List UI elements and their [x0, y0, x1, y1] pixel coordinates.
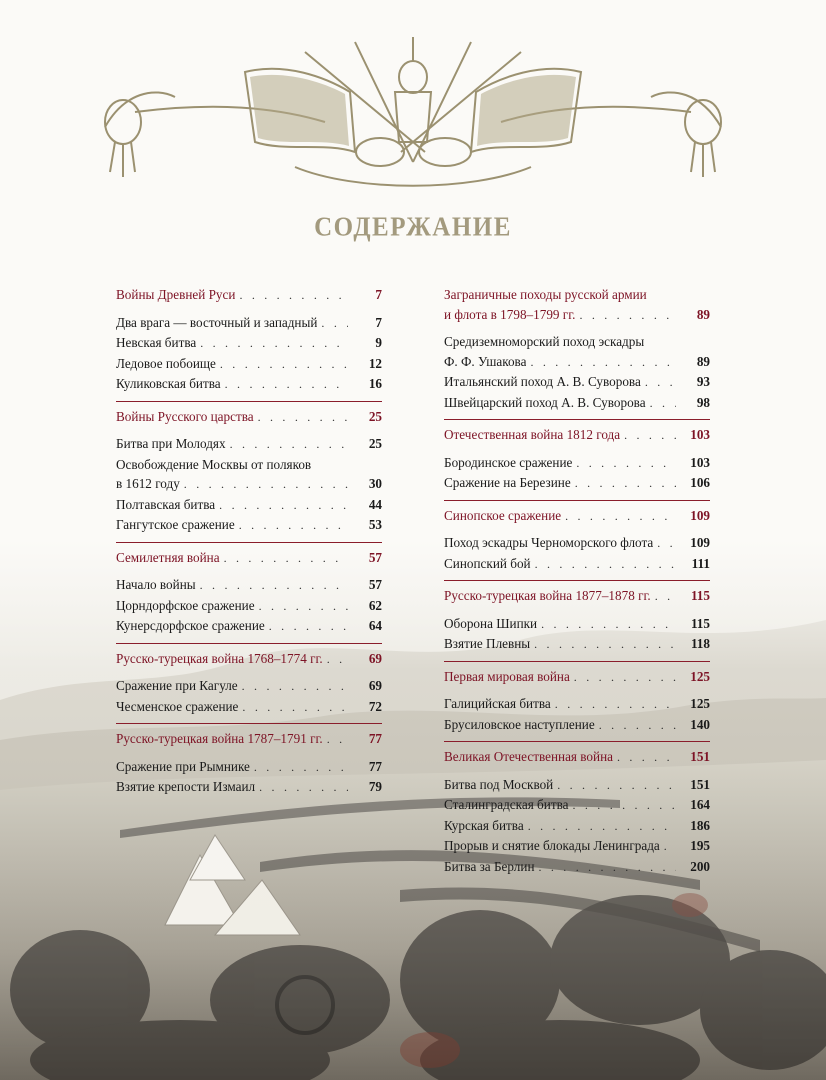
dot-leader	[200, 334, 348, 354]
entry-title: Войны Русского царства	[116, 408, 254, 424]
page-number: 57	[368, 549, 382, 565]
section-heading[interactable]	[444, 425, 710, 446]
toc-entry[interactable]	[116, 575, 382, 596]
dot-leader	[557, 776, 676, 796]
entry-title: Синопское сражение	[444, 507, 562, 523]
page-number: 118	[690, 636, 710, 651]
page-number: 109	[690, 535, 710, 550]
page-number: 111	[691, 555, 710, 571]
entry-title: Итальянский поход А. В. Суворова	[444, 374, 641, 389]
section-heading[interactable]	[444, 667, 710, 688]
entry-title: Сражение на Березине	[444, 475, 571, 490]
entry-title: Сталинградская битва	[444, 797, 569, 812]
dot-leader	[327, 650, 348, 670]
toc-section	[116, 280, 382, 395]
entry-title-line2: Ф. Ф. Ушакова	[444, 353, 527, 369]
entry-title: Оборона Шипки	[444, 615, 538, 631]
page-number: 62	[368, 597, 382, 613]
toc-entry[interactable]	[116, 333, 382, 354]
dot-leader	[239, 286, 348, 306]
page-number: 12	[368, 355, 382, 371]
dot-leader	[599, 716, 676, 736]
entry-title: Войны Древней Руси	[116, 287, 236, 302]
dot-leader	[230, 435, 348, 455]
entry-title: Два врага — восточный и западный	[116, 314, 318, 330]
toc-entry[interactable]	[116, 697, 382, 718]
entry-title: Начало войны	[116, 577, 196, 592]
entry-title-line1: Средиземноморский поход эскадры	[444, 334, 645, 349]
entry-title: Синопский бой	[444, 555, 531, 571]
toc-entry[interactable]	[116, 616, 382, 637]
toc-section	[116, 723, 382, 798]
entry-title: Ледовое побоище	[116, 355, 216, 371]
page-number: 25	[368, 436, 382, 451]
page-number: 151	[690, 776, 710, 792]
toc-entry[interactable]	[444, 634, 710, 655]
toc-entry[interactable]	[116, 374, 382, 395]
entry-title-line1: Освобождение Москвы от поляков	[116, 456, 312, 472]
entry-title: Великая Отечественная война	[444, 749, 613, 764]
toc-entry[interactable]	[116, 777, 382, 798]
toc-entry[interactable]	[444, 694, 710, 715]
page-number: 103	[690, 427, 710, 442]
dot-leader	[321, 314, 348, 334]
entry-title: Невская битва	[116, 335, 197, 350]
toc-entry[interactable]	[444, 393, 710, 414]
toc-entry[interactable]	[116, 495, 382, 516]
page-title: СОДЕРЖАНИЕ	[314, 212, 512, 243]
toc-section	[444, 741, 710, 877]
entry-title: Куликовская битва	[116, 376, 221, 391]
dot-leader	[258, 408, 348, 428]
dot-leader	[224, 549, 348, 569]
entry-title: Семилетняя война	[116, 549, 220, 565]
toc-section	[116, 401, 382, 536]
section-heading[interactable]	[444, 747, 710, 768]
toc-entry[interactable]	[444, 453, 710, 474]
section-heading[interactable]	[444, 506, 710, 527]
dot-leader	[242, 698, 348, 718]
toc-entry[interactable]	[444, 554, 710, 575]
entry-title: Поход эскадры Черноморского флота	[444, 535, 654, 550]
dot-leader	[254, 758, 348, 778]
dot-leader	[541, 615, 676, 635]
entry-title-line2-row	[116, 474, 382, 495]
toc-entry[interactable]	[444, 372, 710, 393]
page-number: 79	[368, 779, 382, 794]
page-number: 77	[368, 731, 382, 746]
dot-leader	[650, 394, 676, 414]
entry-title-line2: и флота в 1798–1799 гг.	[444, 306, 576, 322]
page-number: 44	[368, 496, 382, 512]
section-heading[interactable]	[116, 407, 382, 428]
dot-leader	[657, 534, 676, 554]
page-number: 89	[696, 353, 710, 369]
toc-entry[interactable]	[444, 816, 710, 837]
entry-title: Битва под Москвой	[444, 776, 554, 792]
entry-title: Первая мировая война	[444, 668, 570, 684]
page-number: 77	[368, 758, 382, 774]
toc-entry[interactable]	[116, 676, 382, 697]
toc-entry[interactable]	[444, 533, 710, 554]
dot-leader	[565, 507, 676, 527]
toc-entry[interactable]	[444, 795, 710, 816]
entry-title: Русско-турецкая война 1877–1878 гг.	[444, 588, 651, 603]
toc-section	[444, 500, 710, 575]
entry-title: Битва при Молодях	[116, 436, 226, 451]
dot-leader	[184, 475, 348, 495]
entry-title: Швейцарский поход А. В. Суворова	[444, 394, 646, 410]
entry-title: Отечественная война 1812 года	[444, 427, 621, 442]
page-number: 9	[375, 335, 382, 350]
toc-column-right	[444, 280, 710, 883]
toc-section	[116, 643, 382, 718]
dot-leader	[574, 668, 676, 688]
page-number: 106	[690, 475, 710, 490]
page-number: 72	[368, 698, 382, 714]
entry-title: Полтавская битва	[116, 496, 216, 512]
toc-entry[interactable]	[444, 836, 710, 857]
page-number: 30	[368, 476, 382, 491]
dot-leader	[225, 375, 348, 395]
section-heading[interactable]	[116, 649, 382, 670]
entry-title: Прорыв и снятие блокады Ленинграда	[444, 838, 660, 853]
dot-leader	[664, 837, 676, 857]
dot-leader	[655, 587, 676, 607]
toc-entry[interactable]	[444, 614, 710, 635]
dot-leader	[539, 858, 677, 878]
dot-leader	[624, 426, 676, 446]
page-number: 195	[690, 838, 710, 853]
page-number: 125	[690, 696, 710, 711]
toc-entry[interactable]	[116, 455, 382, 495]
entry-title: Гангутское сражение	[116, 517, 235, 532]
page-number: 125	[690, 668, 710, 684]
entry-title-line2: в 1612 году	[116, 476, 180, 491]
page-number: 69	[368, 678, 382, 693]
entry-title: Русско-турецкая война 1787–1791 гг.	[116, 731, 323, 746]
dot-leader	[259, 778, 348, 798]
ornamental-trophy-vignette	[95, 32, 731, 202]
entry-title: Взятие крепости Измаил	[116, 779, 256, 794]
dot-leader	[575, 474, 676, 494]
dot-leader	[576, 454, 676, 474]
page-number: 164	[690, 797, 710, 812]
section-heading[interactable]	[444, 285, 710, 325]
page-number: 64	[368, 618, 382, 633]
page-number: 69	[368, 650, 382, 666]
entry-title: Сражение при Рымнике	[116, 758, 250, 774]
page-number: 109	[690, 507, 710, 523]
toc-section	[444, 419, 710, 494]
entry-title: Кунерсдорфское сражение	[116, 618, 265, 633]
dot-leader	[534, 635, 676, 655]
page-number: 53	[368, 517, 382, 532]
section-heading[interactable]	[444, 586, 710, 607]
toc-entry[interactable]	[444, 857, 710, 878]
dot-leader	[530, 353, 676, 373]
dot-leader	[645, 373, 676, 393]
toc-section	[444, 661, 710, 736]
entry-title: Бородинское сражение	[444, 454, 573, 470]
page-number: 25	[368, 408, 382, 424]
dot-leader	[200, 576, 348, 596]
toc-entry[interactable]	[116, 757, 382, 778]
toc-column-left	[116, 280, 382, 804]
toc-section	[444, 580, 710, 655]
dot-leader	[259, 597, 348, 617]
page-number: 16	[368, 376, 382, 391]
entry-title-line1: Заграничные походы русской армии	[444, 287, 647, 302]
entry-title: Русско-турецкая война 1768–1774 гг.	[116, 650, 323, 666]
dot-leader	[239, 516, 348, 536]
entry-title: Чесменское сражение	[116, 698, 239, 714]
dot-leader	[617, 748, 676, 768]
dot-leader	[269, 617, 348, 637]
section-heading[interactable]	[116, 285, 382, 306]
section-heading[interactable]	[116, 729, 382, 750]
page-number: 57	[368, 577, 382, 592]
entry-title: Брусиловское наступление	[444, 716, 595, 732]
dot-leader	[219, 496, 348, 516]
toc-entry[interactable]	[444, 332, 710, 372]
page-number: 115	[690, 588, 710, 603]
toc-entry[interactable]	[116, 515, 382, 536]
toc-entry[interactable]	[444, 775, 710, 796]
dot-leader	[528, 817, 676, 837]
entry-title: Курская битва	[444, 817, 524, 833]
entry-title: Галицийская битва	[444, 696, 551, 711]
page-number: 200	[690, 858, 710, 874]
section-heading[interactable]	[116, 548, 382, 569]
entry-title: Битва за Берлин	[444, 858, 535, 874]
page-number: 98	[696, 394, 710, 410]
entry-title: Цорндорфское сражение	[116, 597, 255, 613]
page-number: 103	[690, 454, 710, 470]
toc-entry[interactable]	[116, 596, 382, 617]
page-number: 186	[690, 817, 710, 833]
entry-title-line2-row	[444, 352, 710, 373]
dot-leader	[327, 730, 348, 750]
entry-title: Сражение при Кагуле	[116, 678, 238, 693]
page-number: 93	[696, 374, 710, 389]
toc-entry[interactable]	[444, 473, 710, 494]
entry-title: Взятие Плевны	[444, 636, 531, 651]
dot-leader	[220, 355, 348, 375]
dot-leader	[573, 796, 677, 816]
page-number: 151	[690, 749, 710, 764]
dot-leader	[535, 555, 676, 575]
toc-section	[116, 542, 382, 637]
page-number: 115	[690, 615, 710, 631]
dot-leader	[555, 695, 676, 715]
page-number: 7	[375, 287, 382, 302]
page-number: 89	[696, 306, 710, 322]
dot-leader	[242, 677, 348, 697]
page-number: 140	[690, 716, 710, 732]
toc-entry[interactable]	[444, 715, 710, 736]
entry-title-line2-row	[444, 305, 710, 326]
page-number: 7	[375, 314, 382, 330]
toc-entry[interactable]	[116, 354, 382, 375]
dot-leader	[579, 306, 676, 326]
toc-entry[interactable]	[116, 313, 382, 334]
toc-entry[interactable]	[116, 434, 382, 455]
toc-section	[444, 280, 710, 413]
